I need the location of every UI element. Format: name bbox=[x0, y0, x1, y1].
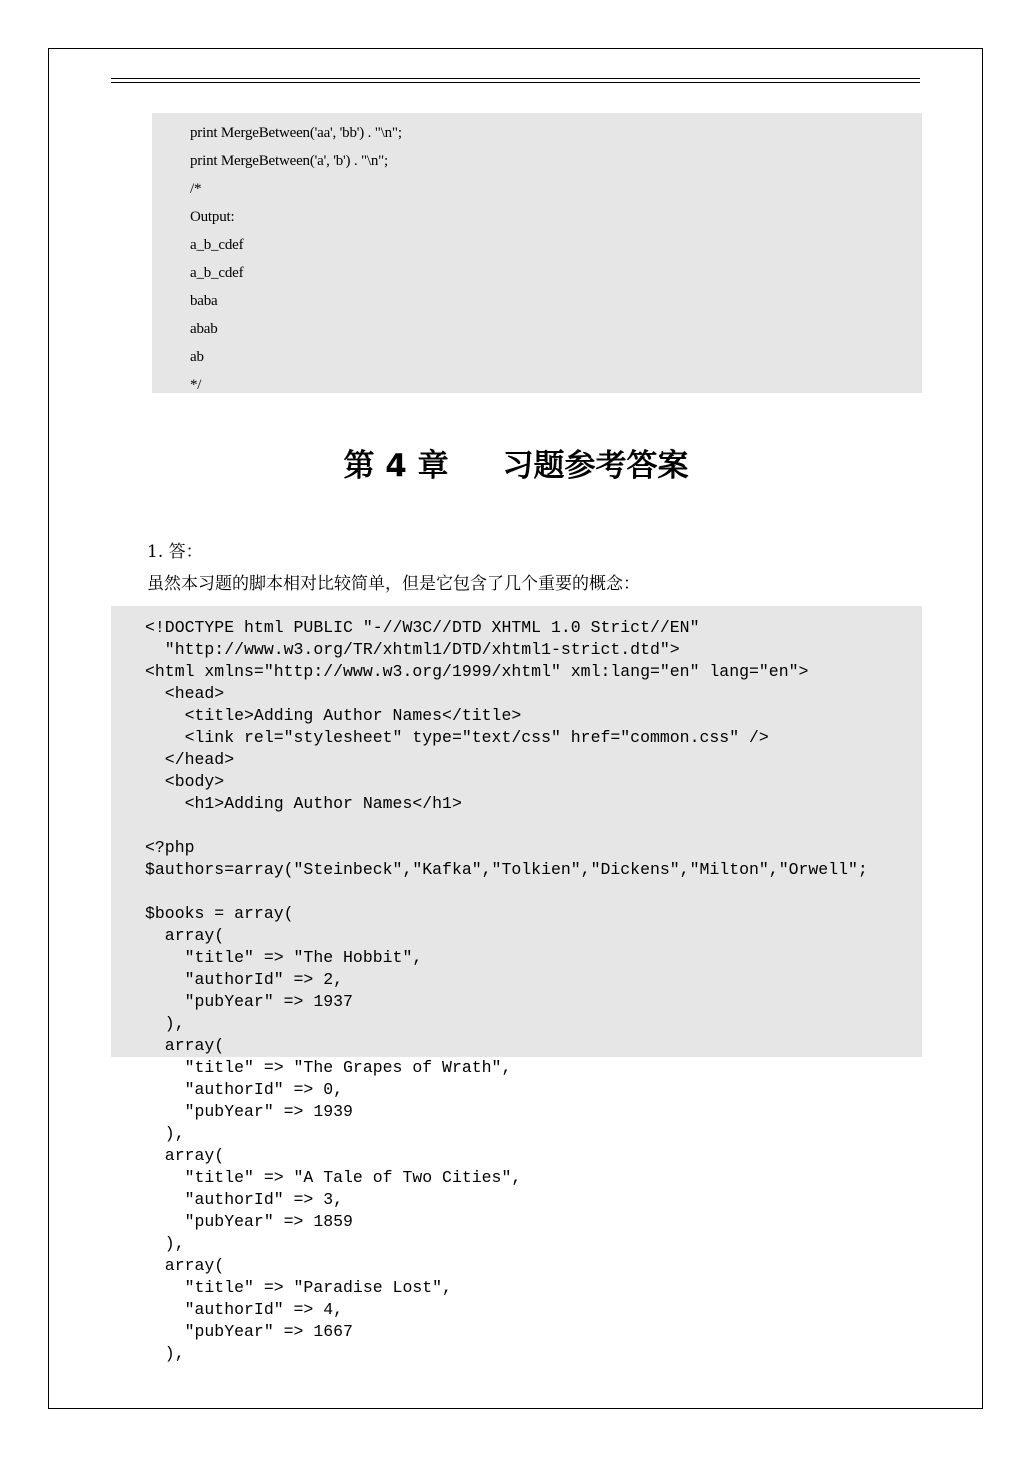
code-line: ), bbox=[145, 1014, 185, 1033]
code-line: ), bbox=[145, 1234, 185, 1253]
code-line: </head> bbox=[145, 750, 235, 769]
code-line: <h1>Adding Author Names</h1> bbox=[145, 794, 462, 813]
code-line: "authorId" => 0, bbox=[145, 1080, 344, 1099]
code-line: <head> bbox=[145, 684, 225, 703]
code-line: "authorId" => 3, bbox=[145, 1190, 344, 1209]
answer-label: 1. 答： bbox=[147, 542, 203, 562]
code-line: "authorId" => 2, bbox=[145, 970, 344, 989]
code-line: Output: bbox=[190, 209, 235, 225]
code-line: <!DOCTYPE html PUBLIC "-//W3C//DTD XHTML 1.0 Strict//EN" bbox=[145, 618, 700, 637]
intro-paragraph: 虽然本习题的脚本相对比较简单，但是它包含了几个重要的概念： bbox=[147, 574, 640, 594]
code-line bbox=[145, 881, 922, 903]
code-line: "title" => "Paradise Lost", bbox=[145, 1278, 452, 1297]
code-line: ), bbox=[145, 1344, 185, 1363]
code-line: "pubYear" => 1937 bbox=[145, 992, 353, 1011]
code-line: ab bbox=[190, 349, 204, 365]
code-line: array( bbox=[145, 1256, 225, 1275]
code-line: "pubYear" => 1667 bbox=[145, 1322, 353, 1341]
code-line: <body> bbox=[145, 772, 225, 791]
code-line: "title" => "The Hobbit", bbox=[145, 948, 423, 967]
code-line: /* bbox=[190, 181, 202, 197]
code-line: abab bbox=[190, 321, 218, 337]
code-line: baba bbox=[190, 293, 218, 309]
code-line: <title>Adding Author Names</title> bbox=[145, 706, 522, 725]
code-line: print MergeBetween('a', 'b') . "\n"; bbox=[190, 153, 389, 169]
code-line: a_b_cdef bbox=[190, 265, 244, 281]
header-rule bbox=[111, 78, 920, 79]
code-block-output bbox=[152, 113, 922, 393]
code-line: */ bbox=[190, 377, 202, 393]
code-line: "http://www.w3.org/TR/xhtml1/DTD/xhtml1-strict.dtd"> bbox=[145, 640, 680, 659]
chapter-title: 第 4 章 习题参考答案 bbox=[343, 448, 689, 484]
code-line: <link rel="stylesheet" type="text/css" href="common.css" /> bbox=[145, 728, 769, 747]
code-line: ), bbox=[145, 1124, 185, 1143]
code-line: array( bbox=[145, 1036, 225, 1055]
code-line: "title" => "A Tale of Two Cities", bbox=[145, 1168, 522, 1187]
code-line: array( bbox=[145, 1146, 225, 1165]
code-line: array( bbox=[145, 926, 225, 945]
code-line: "authorId" => 4, bbox=[145, 1300, 344, 1319]
code-line: <?php bbox=[145, 838, 195, 857]
code-line: "title" => "The Grapes of Wrath", bbox=[145, 1058, 512, 1077]
code-line: a_b_cdef bbox=[190, 237, 244, 253]
header-rule-thin bbox=[111, 82, 920, 83]
code-line: <html xmlns="http://www.w3.org/1999/xhtml" xml:lang="en" lang="en"> bbox=[145, 662, 809, 681]
code-line: "pubYear" => 1939 bbox=[145, 1102, 353, 1121]
code-line: $authors=array("Steinbeck","Kafka","Tolkien","Dickens","Milton","Orwell"; bbox=[145, 860, 868, 879]
code-line bbox=[145, 815, 922, 837]
code-line: $books = array( bbox=[145, 904, 294, 923]
code-line: "pubYear" => 1859 bbox=[145, 1212, 353, 1231]
code-block-php bbox=[111, 606, 922, 1363]
code-line: print MergeBetween('aa', 'bb') . "\n"; bbox=[190, 125, 402, 141]
